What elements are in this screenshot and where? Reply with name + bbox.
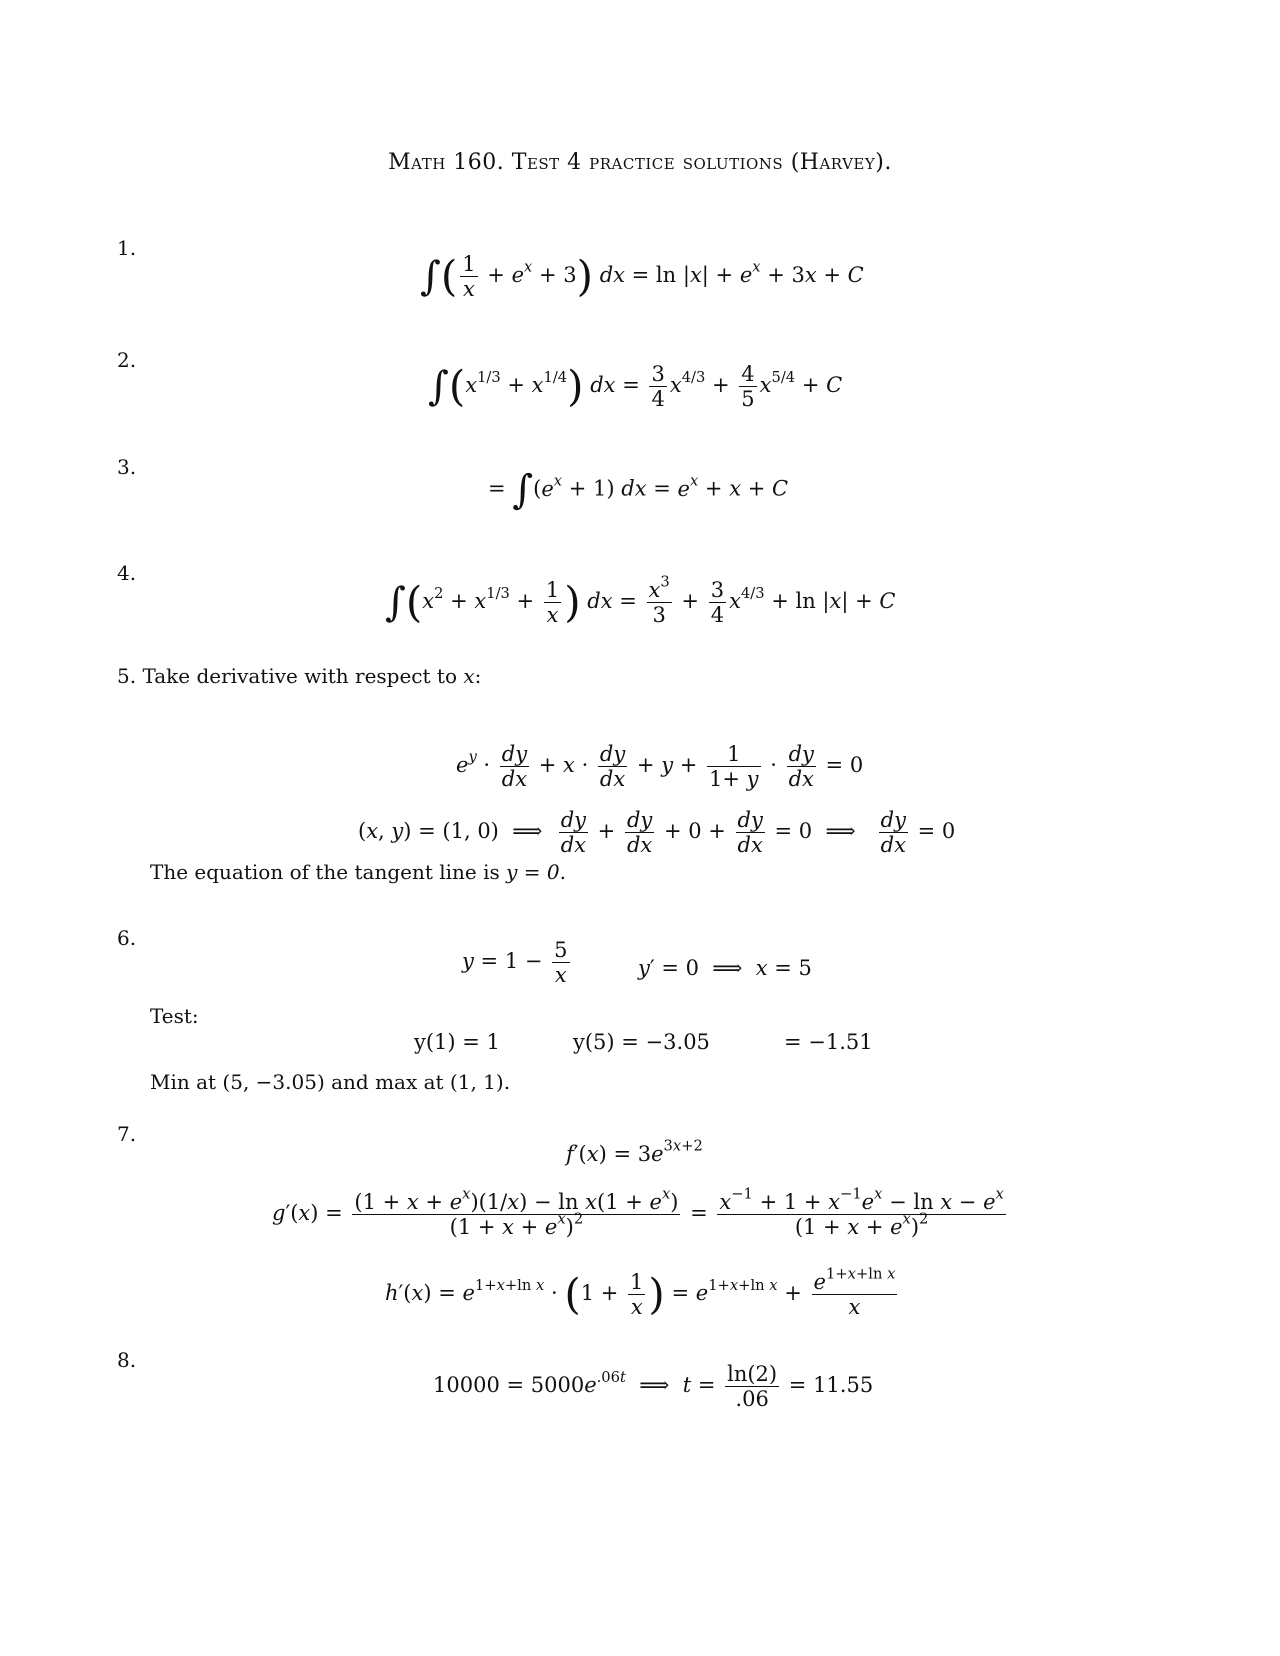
problem-6-label: 6. (117, 926, 137, 950)
problem-7-h-derivative: $h'(x) = e^{1+x+ln x} \cdot (1$ + $\frac{1}{x}$ ) = $e^{1+x+ln x}$ + $\frac{e^{1+x+ln x}}{x}$ (385, 1265, 896, 1320)
page-title: Math 160. Test 4 practice solutions (Harvey). (388, 150, 892, 175)
problem-4-label: 4. (117, 561, 137, 585)
problem-6-y10: = −1.51 (784, 1030, 873, 1054)
problem-8-label: 8. (117, 1348, 137, 1372)
problem-1-equation: ∫( $\frac{1}{x}$ + $e^x + 3$) dx = $\ln |x| + e^x + 3x + C$ (420, 251, 864, 302)
problem-7-g-derivative: g′(x) = $\frac{(1 + x + e^x)(1/x) - \ln x(1 + e^x)}{(1 + x + e^x)^2}$ = $\frac{x^{-1} + 1 + x^{-1}e^x - \ln x - e^x}{(1 + x + e^x)^2}$ (272, 1185, 1004, 1240)
problem-4-equation: $\int(x^2 + x^{1/3}$ + $\frac{1}{x}$ ) dx = $\frac{x^3}{3}$ + $\frac{3}{4}$ $x^{4/3} + \ln |x| + C$ (385, 573, 896, 628)
problem-5-intro: 5. Take derivative with respect to x: (117, 664, 482, 688)
problem-5-derivative: $e^y$ · $\frac{dy}{dx}$ + x · $\frac{dy}{dx}$ + y + $\frac{1}{1+ y}$ · $\frac{dy}{dx}$ = 0 (456, 742, 864, 792)
problem-6-function: y = 1 − $\frac{5}{x}$ (462, 938, 568, 988)
problem-1-label: 1. (117, 236, 137, 260)
problem-6-y1: y(1) = 1 (414, 1030, 500, 1054)
problem-7-f-derivative: $f'(x) = 3e^{3x+2}$ (566, 1137, 703, 1166)
problem-2-label: 2. (117, 348, 137, 372)
problem-2-equation: $\int(x^{1/3} + x^{1/4})$ dx = $\frac{3}{4}$ $x^{4/3}$ + $\frac{4}{5}$ $x^{5/4} + C$ (428, 361, 843, 412)
problem-6-y5: y(5) = −3.05 (573, 1030, 710, 1054)
problem-5-tangent: The equation of the tangent line is y = 0. (150, 860, 566, 884)
problem-6-conclusion: Min at (5, −3.05) and max at (1, 1). (150, 1070, 511, 1094)
problem-3-label: 3. (117, 455, 137, 479)
problem-3-equation: = $\int(e^x + 1)$ dx = $e^x + x + C$ (488, 467, 789, 513)
problem-6-critical: y′ = 0 ⟹ x = 5 (638, 956, 812, 980)
problem-8-equation: $10000 = 5000e^{.06t}$ ⟹ t = $\frac{\ln(2)}{.06}$ = 11.55 (433, 1362, 874, 1412)
problem-5-substitution: (x, y) = (1, 0) ⟹ $\frac{dy}{dx}$ + $\frac{dy}{dx}$ + 0 + $\frac{dy}{dx}$ = 0 ⟹ $\frac{dy}{dx}$ = 0 (358, 808, 956, 858)
problem-6-test-label: Test: (150, 1004, 199, 1028)
problem-7-label: 7. (117, 1122, 137, 1146)
